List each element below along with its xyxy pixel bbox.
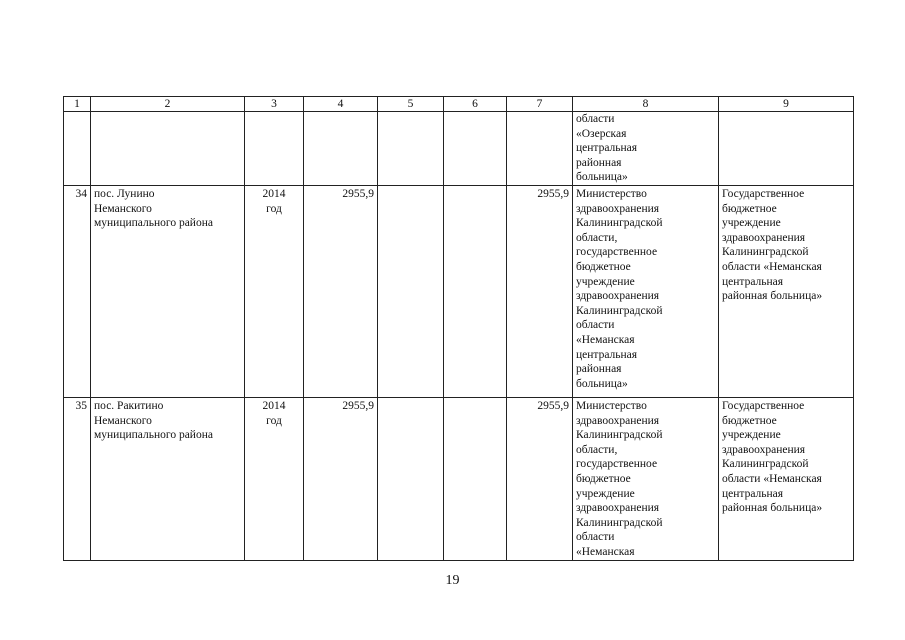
- facilities-table: [63, 96, 854, 561]
- table-cell: [91, 112, 245, 186]
- cell-line: учреждение: [576, 487, 635, 500]
- cell-line: Неманского: [94, 202, 152, 215]
- table-cell: [378, 112, 444, 186]
- cell-line: районная больница»: [722, 290, 823, 303]
- responsible-body-cell: [573, 397, 719, 560]
- table-row: [64, 185, 854, 397]
- cell-line: учреждение: [722, 429, 781, 442]
- row-number-cell: 35: [64, 397, 91, 560]
- column-number-header-row: [64, 97, 854, 112]
- responsible-body-cell: [573, 185, 719, 397]
- cell-line: больница»: [576, 377, 628, 390]
- cell-line: «Озерская: [576, 127, 627, 140]
- cell-line: Калининградской: [576, 304, 663, 317]
- cell-line: муниципального района: [94, 217, 213, 230]
- cell-line: центральная: [576, 348, 638, 361]
- amount-cell: [444, 185, 507, 397]
- cell-line: пос. Ракитино: [94, 399, 164, 412]
- amount-cell: [378, 397, 444, 560]
- cell-line: области «Неманская: [722, 472, 822, 485]
- cell-line: центральная: [576, 142, 638, 155]
- cell-line: учреждение: [576, 275, 635, 288]
- location-cell: [91, 397, 245, 560]
- cell-line: больница»: [576, 171, 628, 184]
- cell-line: области: [576, 319, 615, 332]
- cell-line: центральная: [722, 275, 784, 288]
- table-cell: [444, 112, 507, 186]
- cell-line: Калининградской: [576, 217, 663, 230]
- amount-cell: 2955,9: [507, 185, 573, 397]
- column-header: 2: [91, 97, 245, 112]
- column-header: 8: [573, 97, 719, 112]
- cell-line: области,: [576, 443, 618, 456]
- column-header: 9: [719, 97, 854, 112]
- cell-line: 2014: [262, 399, 286, 412]
- cell-line: районная: [576, 363, 622, 376]
- cell-line: области «Неманская: [722, 260, 822, 273]
- amount-cell: 2955,9: [304, 397, 378, 560]
- responsible-body-cell: [573, 112, 719, 186]
- amount-cell: 2955,9: [304, 185, 378, 397]
- cell-line: области: [576, 113, 615, 125]
- cell-line: Министерство: [576, 399, 647, 412]
- cell-line: районная: [576, 156, 622, 169]
- cell-line: здравоохранения: [576, 502, 660, 515]
- column-header: 3: [245, 97, 304, 112]
- row-number-cell: 34: [64, 185, 91, 397]
- cell-line: Государственное: [722, 399, 805, 412]
- cell-line: здравоохранения: [576, 290, 660, 303]
- cell-line: Калининградской: [576, 429, 663, 442]
- column-header: 6: [444, 97, 507, 112]
- cell-line: Государственное: [722, 187, 805, 200]
- cell-line: районная больница»: [722, 502, 823, 515]
- column-header: 7: [507, 97, 573, 112]
- column-header: 5: [378, 97, 444, 112]
- cell-line: 2014: [262, 187, 286, 200]
- amount-cell: 2955,9: [507, 397, 573, 560]
- cell-line: год: [266, 414, 282, 427]
- cell-line: Калининградской: [722, 246, 809, 259]
- cell-line: центральная: [722, 487, 784, 500]
- cell-line: здравоохранения: [576, 414, 660, 427]
- continuation-row: [64, 112, 854, 186]
- cell-line: Министерство: [576, 187, 647, 200]
- cell-line: государственное: [576, 458, 658, 471]
- cell-line: области,: [576, 231, 618, 244]
- table-cell: [304, 112, 378, 186]
- amount-cell: [444, 397, 507, 560]
- location-cell: [91, 185, 245, 397]
- table-cell: [719, 112, 854, 186]
- cell-line: области: [576, 531, 615, 544]
- cell-line: год: [266, 202, 282, 215]
- cell-line: муниципального района: [94, 429, 213, 442]
- cell-line: Калининградской: [722, 458, 809, 471]
- document-page: [63, 96, 853, 561]
- institution-cell: [719, 185, 854, 397]
- year-cell: [245, 185, 304, 397]
- cell-line: «Неманская: [576, 545, 635, 558]
- cell-line: пос. Лунино: [94, 187, 155, 200]
- cell-line: бюджетное: [576, 472, 631, 485]
- cell-line: здравоохранения: [722, 231, 806, 244]
- cell-line: бюджетное: [722, 414, 777, 427]
- cell-line: Калининградской: [576, 516, 663, 529]
- institution-cell: [719, 397, 854, 560]
- cell-line: здравоохранения: [722, 443, 806, 456]
- page-number: 19: [445, 573, 460, 588]
- cell-line: «Неманская: [576, 333, 635, 346]
- table-cell: [245, 112, 304, 186]
- cell-line: здравоохранения: [576, 202, 660, 215]
- cell-line: бюджетное: [576, 260, 631, 273]
- year-cell: [245, 397, 304, 560]
- cell-line: бюджетное: [722, 202, 777, 215]
- column-header: 4: [304, 97, 378, 112]
- table-cell: [64, 112, 91, 186]
- table-cell: [507, 112, 573, 186]
- amount-cell: [378, 185, 444, 397]
- table-row: [64, 397, 854, 560]
- cell-line: учреждение: [722, 217, 781, 230]
- cell-line: Неманского: [94, 414, 152, 427]
- column-header: 1: [64, 97, 91, 112]
- cell-line: государственное: [576, 246, 658, 259]
